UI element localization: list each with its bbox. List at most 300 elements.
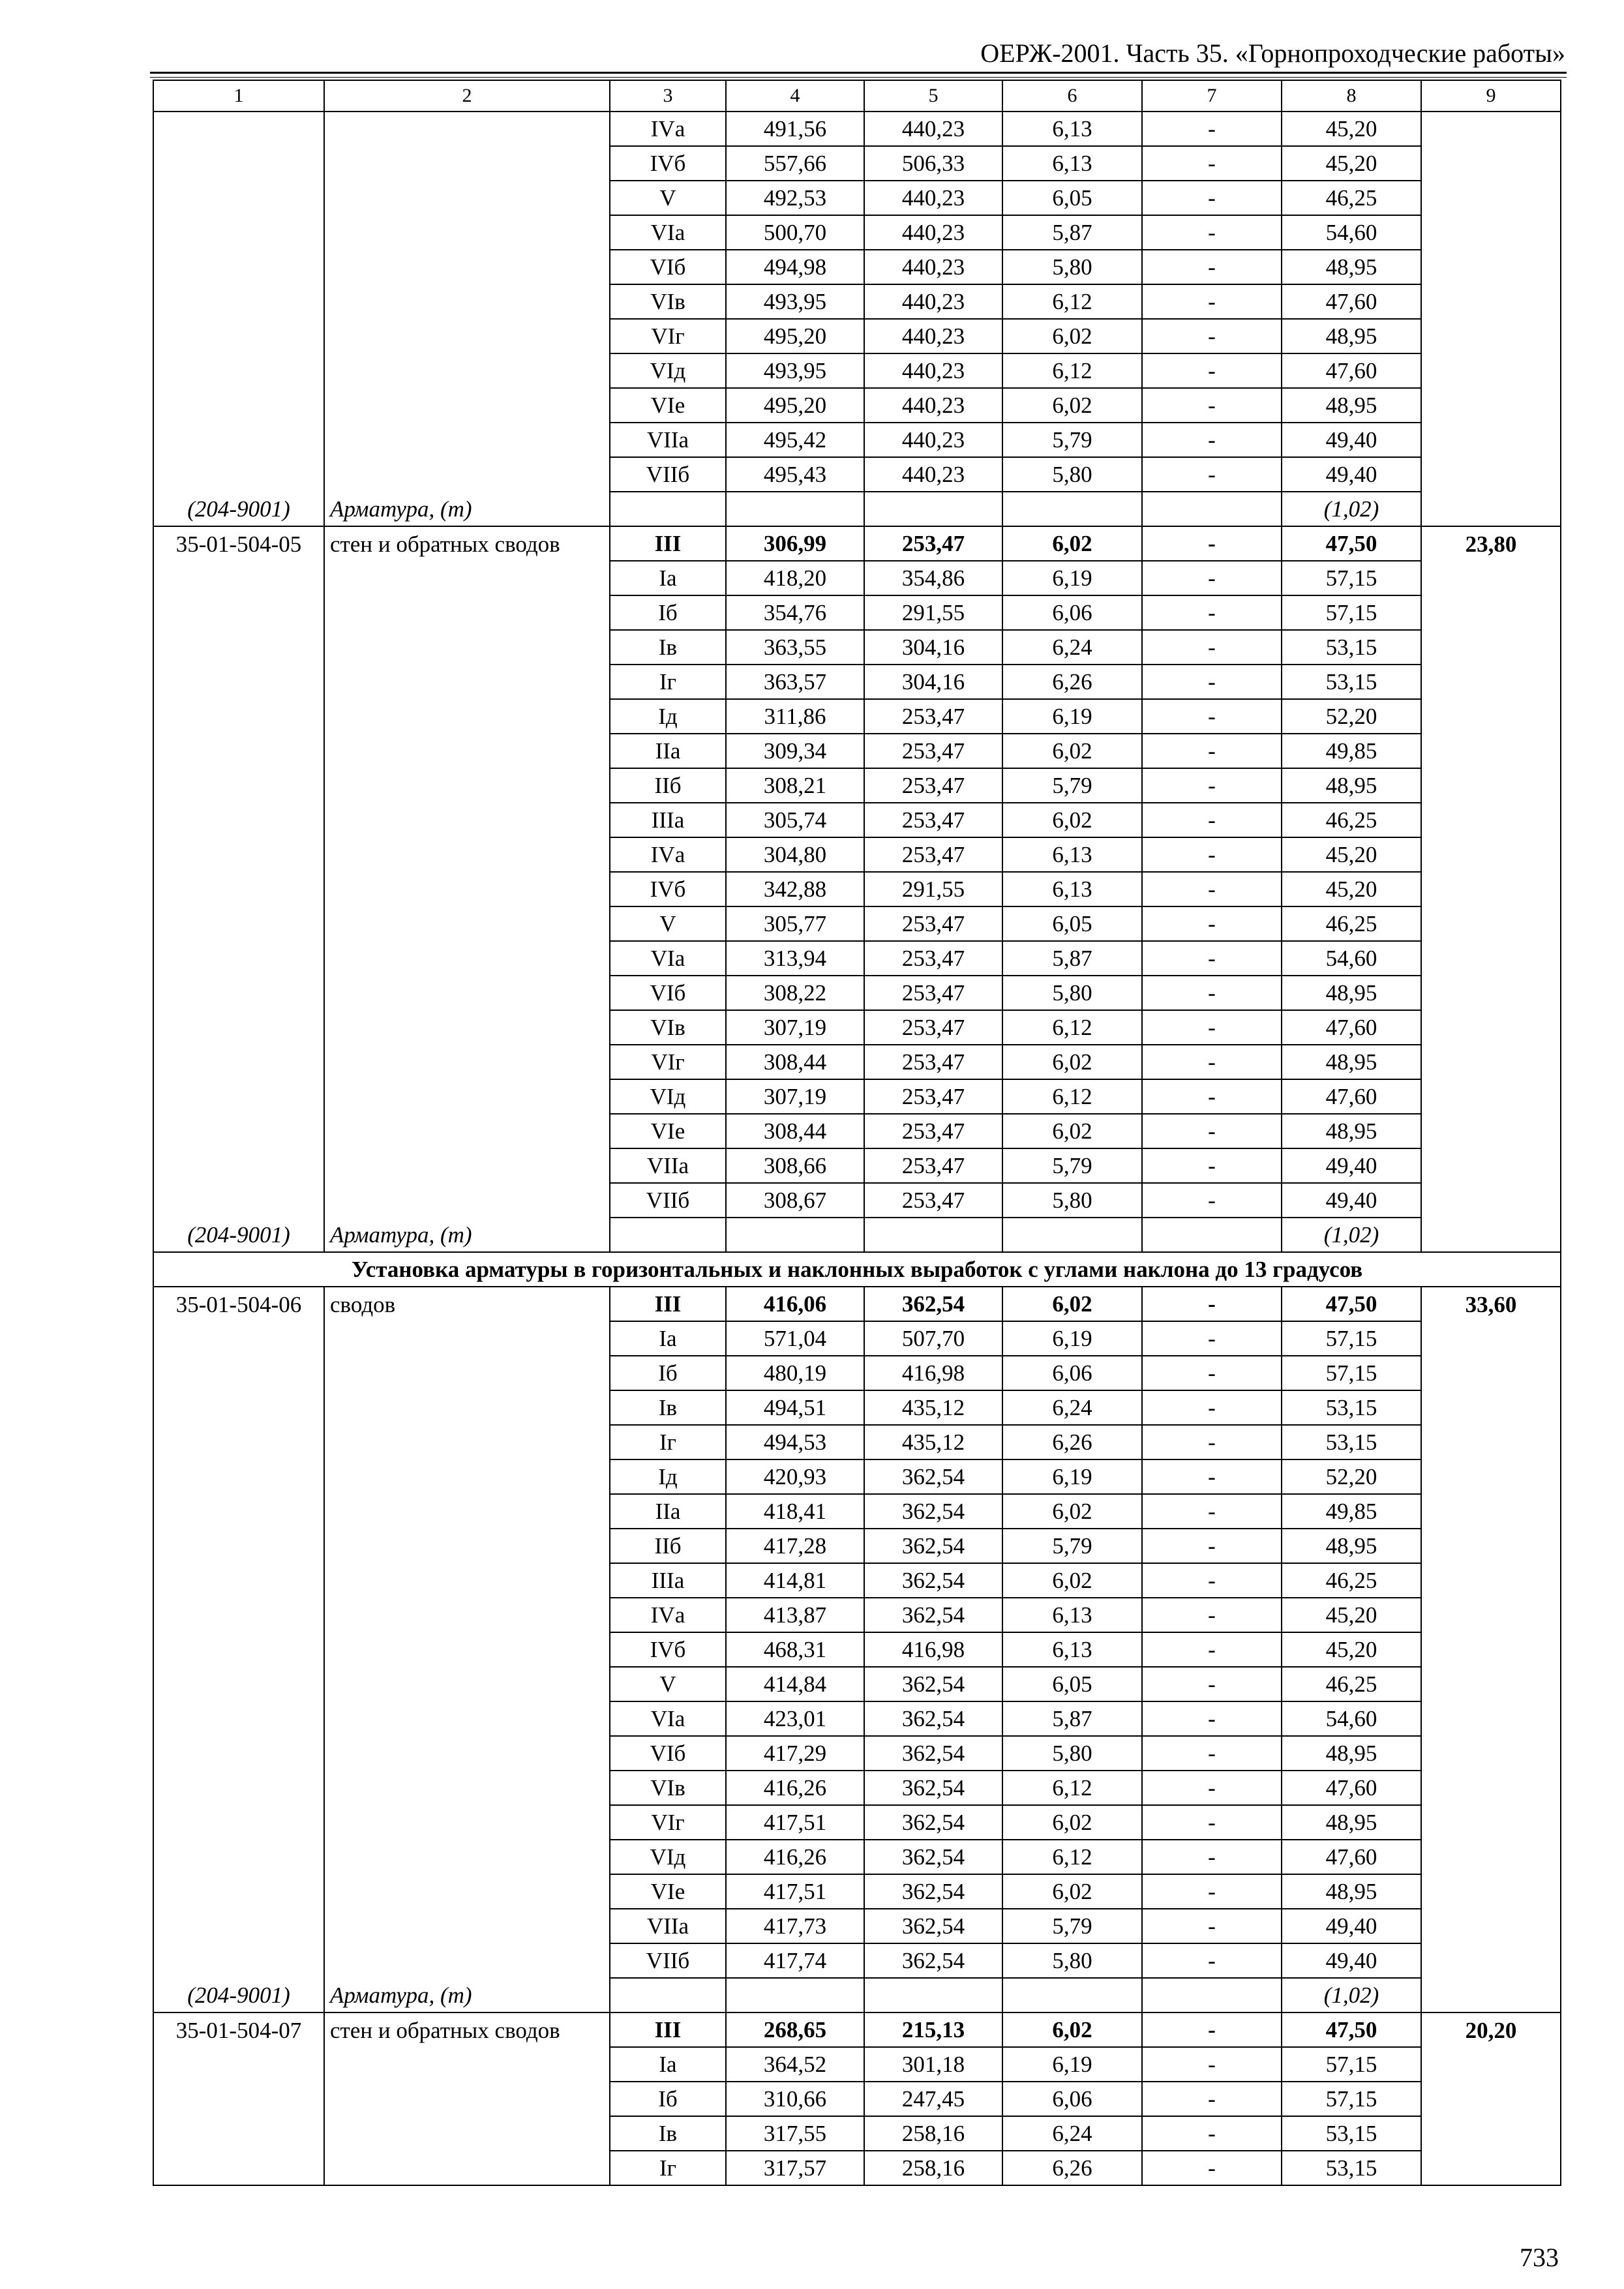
rate-name — [324, 906, 610, 941]
rate-total — [1421, 250, 1561, 284]
value-cell: V — [610, 181, 726, 215]
value-cell: 440,23 — [864, 250, 1002, 284]
rate-name — [324, 2151, 610, 2185]
rate-name — [324, 1045, 610, 1079]
column-number: 4 — [726, 80, 864, 112]
value-cell: 6,05 — [1002, 906, 1142, 941]
value-cell: 308,44 — [726, 1114, 864, 1148]
rate-name — [324, 1736, 610, 1771]
value-cell: 313,94 — [726, 941, 864, 976]
table-row — [153, 2082, 1561, 2116]
value-cell: 6,24 — [1002, 2116, 1142, 2151]
rate-name — [324, 941, 610, 976]
column-number: 5 — [864, 80, 1002, 112]
value-cell: 418,20 — [726, 561, 864, 595]
value-cell: Iб — [610, 2082, 726, 2116]
table-row — [153, 1874, 1561, 1909]
table-row — [153, 630, 1561, 665]
value-cell: 5,80 — [1002, 976, 1142, 1010]
rate-code — [153, 1598, 324, 1632]
rate-total — [1421, 146, 1561, 181]
table-cell — [1002, 1218, 1142, 1252]
value-cell: 6,12 — [1002, 1840, 1142, 1874]
value-cell: IVб — [610, 146, 726, 181]
rate-code — [153, 215, 324, 250]
value-cell: 253,47 — [864, 1079, 1002, 1114]
rate-total — [1421, 803, 1561, 837]
value-cell: - — [1142, 1840, 1282, 1874]
value-cell: VIд — [610, 353, 726, 388]
value-cell: 435,12 — [864, 1390, 1002, 1425]
value-cell: 362,54 — [864, 1598, 1002, 1632]
value-cell: III — [610, 1287, 726, 1321]
value-cell: 495,20 — [726, 388, 864, 423]
value-cell: 354,86 — [864, 561, 1002, 595]
rate-code: 35-01-504-06 — [153, 1287, 324, 1321]
value-cell: 495,20 — [726, 319, 864, 353]
value-cell: 494,53 — [726, 1425, 864, 1459]
rate-name — [324, 803, 610, 837]
rate-name — [324, 1148, 610, 1183]
value-cell: 54,60 — [1282, 941, 1421, 976]
column-number: 1 — [153, 80, 324, 112]
resource-row — [153, 1978, 1561, 2012]
rate-code — [153, 1010, 324, 1045]
value-cell: 6,13 — [1002, 872, 1142, 906]
value-cell: 49,40 — [1282, 457, 1421, 492]
table-cell — [1002, 492, 1142, 526]
rate-code — [153, 837, 324, 872]
value-cell: VIа — [610, 1701, 726, 1736]
rate-name — [324, 665, 610, 699]
value-cell: 6,13 — [1002, 146, 1142, 181]
value-cell: 6,24 — [1002, 1390, 1142, 1425]
rate-total — [1421, 1148, 1561, 1183]
value-cell: 253,47 — [864, 1114, 1002, 1148]
value-cell: 54,60 — [1282, 1701, 1421, 1736]
value-cell: 45,20 — [1282, 837, 1421, 872]
value-cell: - — [1142, 1321, 1282, 1356]
value-cell: 308,66 — [726, 1148, 864, 1183]
rate-name — [324, 2116, 610, 2151]
value-cell: 6,05 — [1002, 181, 1142, 215]
value-cell: VIIб — [610, 457, 726, 492]
value-cell: 440,23 — [864, 181, 1002, 215]
value-cell: 6,12 — [1002, 1079, 1142, 1114]
value-cell: 45,20 — [1282, 872, 1421, 906]
rate-name — [324, 595, 610, 630]
value-cell: 5,79 — [1002, 768, 1142, 803]
value-cell: 417,28 — [726, 1529, 864, 1563]
value-cell: 46,25 — [1282, 803, 1421, 837]
value-cell: 416,06 — [726, 1287, 864, 1321]
value-cell: 440,23 — [864, 353, 1002, 388]
table-cell — [726, 1978, 864, 2012]
value-cell: 362,54 — [864, 1840, 1002, 1874]
table-cell — [610, 1978, 726, 2012]
value-cell: Iд — [610, 1459, 726, 1494]
value-cell: 253,47 — [864, 1010, 1002, 1045]
value-cell: - — [1142, 1598, 1282, 1632]
page-number: 733 — [1520, 2243, 1559, 2272]
rate-total — [1421, 423, 1561, 457]
value-cell: 253,47 — [864, 976, 1002, 1010]
rate-name: стен и обратных сводов — [324, 526, 610, 561]
value-cell: 45,20 — [1282, 1632, 1421, 1667]
value-cell: 417,74 — [726, 1943, 864, 1978]
rate-total — [1421, 976, 1561, 1010]
value-cell: Iа — [610, 561, 726, 595]
value-cell: 363,55 — [726, 630, 864, 665]
table-row — [153, 1909, 1561, 1943]
value-cell: 6,12 — [1002, 1771, 1142, 1805]
rate-code — [153, 1874, 324, 1909]
value-cell: 6,19 — [1002, 1459, 1142, 1494]
rate-name — [324, 1010, 610, 1045]
value-cell: 253,47 — [864, 837, 1002, 872]
table-row — [153, 1148, 1561, 1183]
rate-code: 35-01-504-05 — [153, 526, 324, 561]
value-cell: 258,16 — [864, 2151, 1002, 2185]
value-cell: Iг — [610, 665, 726, 699]
value-cell: 5,87 — [1002, 941, 1142, 976]
value-cell: 308,21 — [726, 768, 864, 803]
table-row — [153, 1494, 1561, 1529]
value-cell: 420,93 — [726, 1459, 864, 1494]
value-cell: 417,73 — [726, 1909, 864, 1943]
section-title: Установка арматуры в горизонтальных и наклонных выработок с углами наклона до 13 градусов — [153, 1252, 1561, 1287]
value-cell: 301,18 — [864, 2047, 1002, 2082]
value-cell: 6,02 — [1002, 803, 1142, 837]
rate-code — [153, 319, 324, 353]
rate-total — [1421, 353, 1561, 388]
rate-code — [153, 423, 324, 457]
value-cell: 49,40 — [1282, 1183, 1421, 1218]
value-cell: 253,47 — [864, 1148, 1002, 1183]
rates-table — [153, 80, 1561, 2186]
value-cell: 47,60 — [1282, 284, 1421, 319]
value-cell: 6,02 — [1002, 388, 1142, 423]
rate-code — [153, 1943, 324, 1978]
value-cell: 304,16 — [864, 630, 1002, 665]
value-cell: VIв — [610, 1771, 726, 1805]
value-cell: - — [1142, 1390, 1282, 1425]
table-cell — [1421, 492, 1561, 526]
column-number: 7 — [1142, 80, 1282, 112]
value-cell: 362,54 — [864, 1667, 1002, 1701]
rate-name — [324, 837, 610, 872]
value-cell: - — [1142, 1874, 1282, 1909]
value-cell: 47,60 — [1282, 353, 1421, 388]
table-row — [153, 1632, 1561, 1667]
column-number: 3 — [610, 80, 726, 112]
rate-total — [1421, 1459, 1561, 1494]
value-cell: Iг — [610, 1425, 726, 1459]
value-cell: 362,54 — [864, 1943, 1002, 1978]
rate-total: 20,20 — [1421, 2012, 1561, 2047]
value-cell: 309,34 — [726, 734, 864, 768]
value-cell: - — [1142, 1148, 1282, 1183]
rate-total — [1421, 2116, 1561, 2151]
table-row — [153, 1840, 1561, 1874]
rate-name — [324, 1390, 610, 1425]
value-cell: VIIа — [610, 1148, 726, 1183]
value-cell: 414,81 — [726, 1563, 864, 1598]
value-cell: 417,29 — [726, 1736, 864, 1771]
column-number: 2 — [324, 80, 610, 112]
value-cell: - — [1142, 457, 1282, 492]
rate-code — [153, 1425, 324, 1459]
value-cell: 418,41 — [726, 1494, 864, 1529]
value-cell: 57,15 — [1282, 2047, 1421, 2082]
rate-total — [1421, 1390, 1561, 1425]
rate-total — [1421, 1425, 1561, 1459]
table-row — [153, 1563, 1561, 1598]
value-cell: 6,13 — [1002, 1598, 1142, 1632]
value-cell: 45,20 — [1282, 1598, 1421, 1632]
value-cell: 48,95 — [1282, 1045, 1421, 1079]
table-row — [153, 768, 1561, 803]
value-cell: 571,04 — [726, 1321, 864, 1356]
table-row — [153, 906, 1561, 941]
value-cell: VIIа — [610, 1909, 726, 1943]
value-cell: VIа — [610, 215, 726, 250]
value-cell: 45,20 — [1282, 146, 1421, 181]
value-cell: 416,98 — [864, 1632, 1002, 1667]
rate-total — [1421, 1667, 1561, 1701]
value-cell: - — [1142, 1010, 1282, 1045]
value-cell: 507,70 — [864, 1321, 1002, 1356]
header-rule-thin — [150, 77, 1567, 78]
value-cell: 253,47 — [864, 734, 1002, 768]
rate-code — [153, 2116, 324, 2151]
rate-name — [324, 423, 610, 457]
value-cell: - — [1142, 1459, 1282, 1494]
value-cell: - — [1142, 181, 1282, 215]
rate-total — [1421, 768, 1561, 803]
rate-total — [1421, 112, 1561, 146]
value-cell: 5,79 — [1002, 1909, 1142, 1943]
value-cell: - — [1142, 837, 1282, 872]
value-cell: 6,02 — [1002, 734, 1142, 768]
rate-code — [153, 1494, 324, 1529]
rate-code — [153, 1701, 324, 1736]
value-cell: V — [610, 1667, 726, 1701]
rate-name — [324, 215, 610, 250]
value-cell: 307,19 — [726, 1079, 864, 1114]
table-row — [153, 1045, 1561, 1079]
value-cell: 310,66 — [726, 2082, 864, 2116]
table-row — [153, 2012, 1561, 2047]
table-cell — [610, 1218, 726, 1252]
rate-name — [324, 734, 610, 768]
value-cell: 440,23 — [864, 388, 1002, 423]
value-cell: 5,87 — [1002, 1701, 1142, 1736]
value-cell: 440,23 — [864, 284, 1002, 319]
value-cell: - — [1142, 1909, 1282, 1943]
rate-total — [1421, 1840, 1561, 1874]
value-cell: VIг — [610, 1045, 726, 1079]
rate-name — [324, 1183, 610, 1218]
rate-total — [1421, 1632, 1561, 1667]
rate-name — [324, 630, 610, 665]
rate-code — [153, 734, 324, 768]
rate-total — [1421, 1529, 1561, 1563]
value-cell: 5,80 — [1002, 1943, 1142, 1978]
table-row — [153, 353, 1561, 388]
value-cell: 52,20 — [1282, 699, 1421, 734]
rate-total — [1421, 630, 1561, 665]
rate-code — [153, 284, 324, 319]
value-cell: - — [1142, 284, 1282, 319]
value-cell: 362,54 — [864, 1874, 1002, 1909]
value-cell: 494,51 — [726, 1390, 864, 1425]
rate-name: стен и обратных сводов — [324, 2012, 610, 2047]
resource-norm: (1,02) — [1282, 492, 1421, 526]
value-cell: 6,02 — [1002, 1494, 1142, 1529]
rate-total — [1421, 1045, 1561, 1079]
value-cell: - — [1142, 2082, 1282, 2116]
value-cell: 362,54 — [864, 1563, 1002, 1598]
value-cell: 48,95 — [1282, 1874, 1421, 1909]
rate-code — [153, 1321, 324, 1356]
value-cell: IVб — [610, 1632, 726, 1667]
rate-name — [324, 976, 610, 1010]
rate-name — [324, 319, 610, 353]
value-cell: 435,12 — [864, 1425, 1002, 1459]
rate-name — [324, 1425, 610, 1459]
value-cell: Iв — [610, 630, 726, 665]
rate-name — [324, 353, 610, 388]
rate-code — [153, 665, 324, 699]
value-cell: 423,01 — [726, 1701, 864, 1736]
value-cell: VIб — [610, 250, 726, 284]
rate-code — [153, 1356, 324, 1390]
rate-name — [324, 1529, 610, 1563]
value-cell: Iа — [610, 2047, 726, 2082]
page-header-title: ОЕРЖ-2001. Часть 35. «Горнопроходческие работы» — [980, 38, 1565, 68]
value-cell: IIб — [610, 768, 726, 803]
table-row — [153, 1529, 1561, 1563]
table-row — [153, 872, 1561, 906]
value-cell: V — [610, 906, 726, 941]
rate-total — [1421, 2151, 1561, 2185]
value-cell: VIе — [610, 1874, 726, 1909]
value-cell: 414,84 — [726, 1667, 864, 1701]
rate-code — [153, 976, 324, 1010]
value-cell: 440,23 — [864, 423, 1002, 457]
header-rule — [150, 72, 1567, 74]
value-cell: 253,47 — [864, 1183, 1002, 1218]
value-cell: 354,76 — [726, 595, 864, 630]
value-cell: 48,95 — [1282, 319, 1421, 353]
value-cell: 6,13 — [1002, 1632, 1142, 1667]
value-cell: 362,54 — [864, 1287, 1002, 1321]
rate-name — [324, 1494, 610, 1529]
rate-code — [153, 388, 324, 423]
value-cell: - — [1142, 1805, 1282, 1840]
value-cell: 6,05 — [1002, 1667, 1142, 1701]
value-cell: 307,19 — [726, 1010, 864, 1045]
rate-name — [324, 250, 610, 284]
value-cell: - — [1142, 1943, 1282, 1978]
value-cell: VIб — [610, 976, 726, 1010]
value-cell: - — [1142, 388, 1282, 423]
rate-name — [324, 2047, 610, 2082]
value-cell: - — [1142, 872, 1282, 906]
rate-name — [324, 1667, 610, 1701]
value-cell: 416,26 — [726, 1771, 864, 1805]
resource-name: Арматура, (т) — [324, 492, 610, 526]
rate-total: 23,80 — [1421, 526, 1561, 561]
value-cell: 468,31 — [726, 1632, 864, 1667]
rate-name — [324, 1114, 610, 1148]
value-cell: 47,50 — [1282, 1287, 1421, 1321]
value-cell: IVб — [610, 872, 726, 906]
rate-name — [324, 1701, 610, 1736]
rate-name — [324, 1771, 610, 1805]
rate-code — [153, 2082, 324, 2116]
value-cell: 48,95 — [1282, 976, 1421, 1010]
value-cell: VIв — [610, 1010, 726, 1045]
rate-code — [153, 1805, 324, 1840]
value-cell: - — [1142, 1667, 1282, 1701]
rate-code — [153, 906, 324, 941]
value-cell: Iд — [610, 699, 726, 734]
table-row — [153, 595, 1561, 630]
table-cell — [1002, 1978, 1142, 2012]
value-cell: VIе — [610, 1114, 726, 1148]
value-cell: 57,15 — [1282, 1321, 1421, 1356]
table-row — [153, 1183, 1561, 1218]
table-cell — [864, 1218, 1002, 1252]
rate-total — [1421, 1563, 1561, 1598]
value-cell: 416,98 — [864, 1356, 1002, 1390]
value-cell: 47,50 — [1282, 2012, 1421, 2047]
rate-code — [153, 1045, 324, 1079]
rate-total — [1421, 388, 1561, 423]
rate-total — [1421, 665, 1561, 699]
rate-name — [324, 1874, 610, 1909]
value-cell: 6,06 — [1002, 2082, 1142, 2116]
rate-name — [324, 457, 610, 492]
value-cell: 362,54 — [864, 1805, 1002, 1840]
value-cell: III — [610, 526, 726, 561]
rate-total — [1421, 1494, 1561, 1529]
table-row — [153, 1010, 1561, 1045]
resource-row — [153, 1218, 1561, 1252]
table-row — [153, 319, 1561, 353]
value-cell: IIа — [610, 734, 726, 768]
value-cell: 46,25 — [1282, 1667, 1421, 1701]
table-row — [153, 250, 1561, 284]
value-cell: 6,06 — [1002, 1356, 1142, 1390]
value-cell: 416,26 — [726, 1840, 864, 1874]
rate-total: 33,60 — [1421, 1287, 1561, 1321]
value-cell: VIIб — [610, 1943, 726, 1978]
value-cell: 57,15 — [1282, 1356, 1421, 1390]
value-cell: 49,40 — [1282, 1148, 1421, 1183]
value-cell: 291,55 — [864, 595, 1002, 630]
resource-norm: (1,02) — [1282, 1978, 1421, 2012]
value-cell: 57,15 — [1282, 561, 1421, 595]
rate-code — [153, 1563, 324, 1598]
value-cell: 480,19 — [726, 1356, 864, 1390]
rate-total — [1421, 2082, 1561, 2116]
value-cell: - — [1142, 2151, 1282, 2185]
value-cell: - — [1142, 1529, 1282, 1563]
value-cell: - — [1142, 1287, 1282, 1321]
